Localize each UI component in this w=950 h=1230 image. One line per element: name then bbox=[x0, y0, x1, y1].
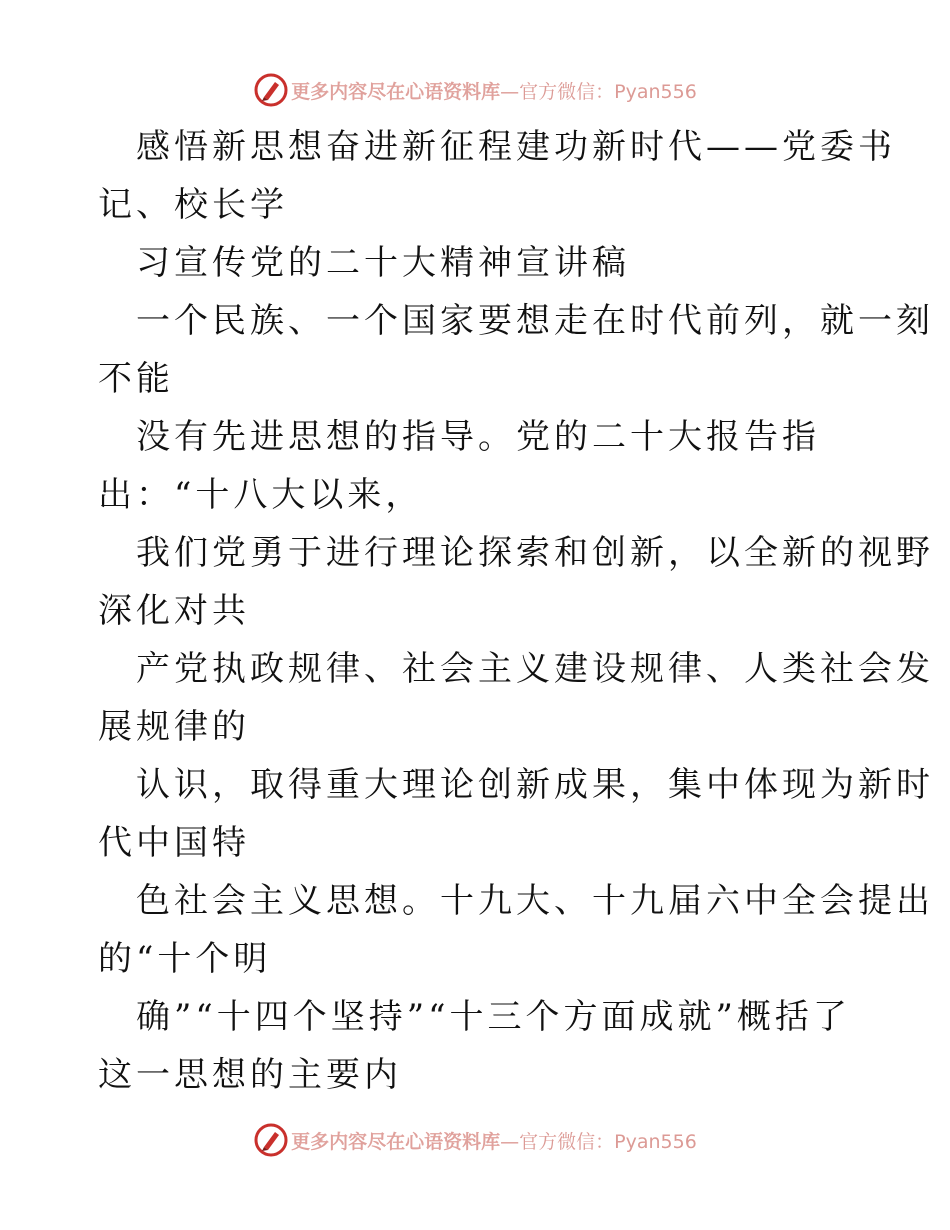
header-watermark bbox=[0, 70, 950, 110]
text-line: 认识，取得重大理论创新成果，集中体现为新时 bbox=[136, 765, 934, 805]
watermark-group bbox=[253, 1122, 697, 1158]
text-line: 产党执政规律、社会主义建设规律、人类社会发 bbox=[136, 649, 934, 689]
text-line: 习宣传党的二十大精神宣讲稿 bbox=[136, 243, 630, 283]
watermark-wechat-text: —官方微信：Pyan556 bbox=[500, 1130, 697, 1153]
watermark-group bbox=[253, 72, 697, 108]
text-line: 的“十个明 bbox=[98, 939, 272, 979]
watermark-brand-text: 更多内容尽在心语资料库 bbox=[291, 1130, 501, 1153]
pen-logo-icon bbox=[253, 72, 289, 108]
text-line: 这一思想的主要内 bbox=[98, 1055, 402, 1095]
watermark-brand-text: 更多内容尽在心语资料库 bbox=[291, 80, 501, 103]
pen-logo-icon bbox=[253, 1122, 289, 1158]
text-line: 不能 bbox=[98, 359, 174, 399]
text-line: 确”“十四个坚持”“十三个方面成就”概括了 bbox=[136, 997, 851, 1037]
text-line: 色社会主义思想。十九大、十九届六中全会提出 bbox=[136, 881, 934, 921]
text-line: 一个民族、一个国家要想走在时代前列，就一刻 bbox=[136, 301, 934, 341]
watermark-wechat-text: —官方微信：Pyan556 bbox=[500, 80, 697, 103]
text-line: 出：“十八大以来， bbox=[98, 475, 424, 515]
footer-watermark bbox=[0, 1120, 950, 1160]
text-line: 感悟新思想奋进新征程建功新时代——党委书 bbox=[136, 127, 896, 167]
text-line: 代中国特 bbox=[98, 823, 250, 863]
text-line: 我们党勇于进行理论探索和创新，以全新的视野 bbox=[136, 533, 934, 573]
text-line: 没有先进思想的指导。党的二十大报告指 bbox=[136, 417, 820, 457]
document-body bbox=[98, 118, 934, 1104]
text-line: 深化对共 bbox=[98, 591, 250, 631]
text-line: 展规律的 bbox=[98, 707, 250, 747]
text-line: 记、校长学 bbox=[98, 185, 288, 225]
